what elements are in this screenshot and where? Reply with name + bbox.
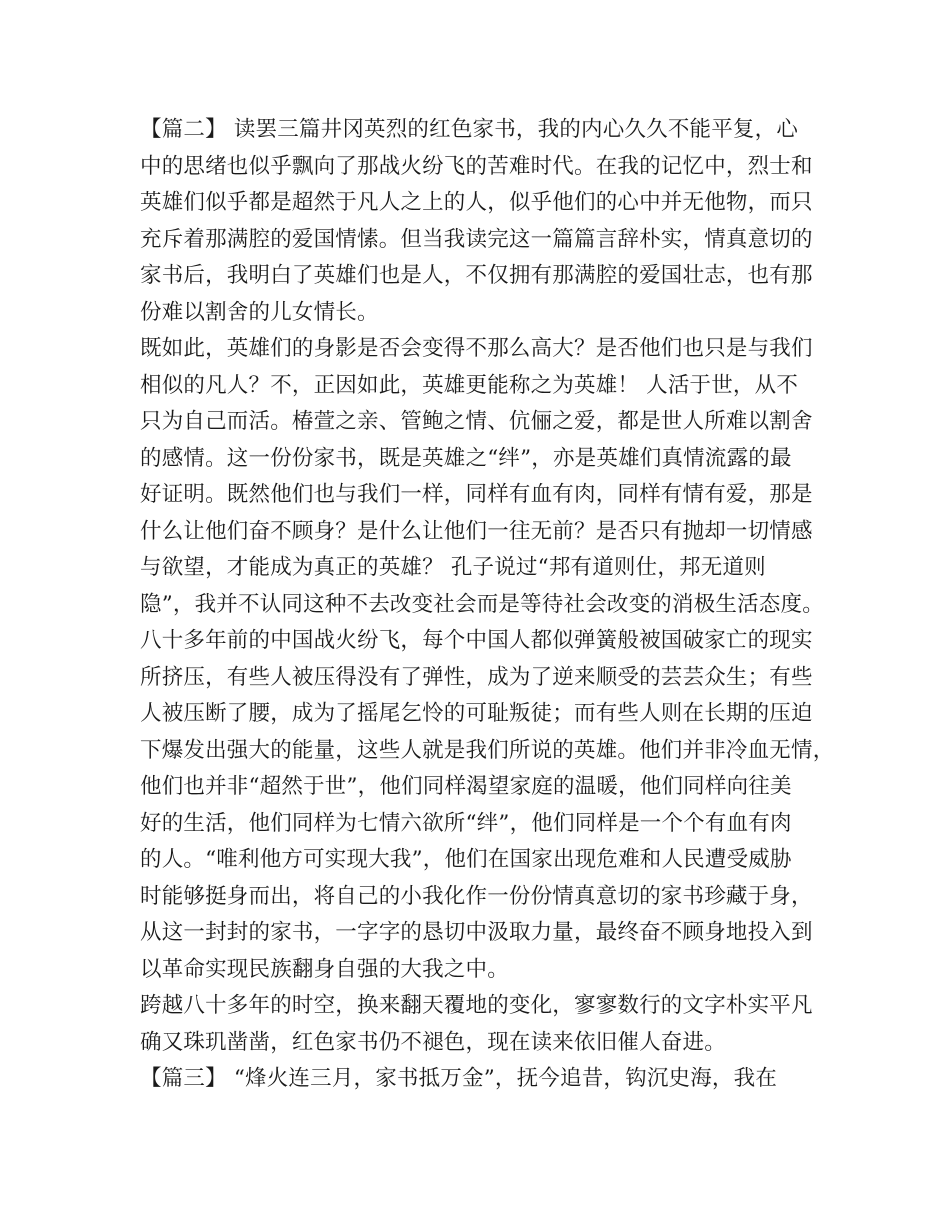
document-body [140, 112, 835, 1098]
text-line: 相似的凡人？不，正因如此，英雄更能称之为英雄！ 人活于世，从不 [140, 372, 799, 398]
text-line: 所挤压，有些人被压得没有了弹性，成为了逆来顺受的芸芸众生；有些 [140, 664, 813, 690]
text-line: 与欲望，才能成为真正的英雄？ 孔子说过“邦有道则仕，邦无道则 [140, 555, 766, 580]
text-line: 什么让他们奋不顾身？是什么让他们一往无前？是否只有抛却一切情感 [140, 518, 813, 544]
text-line: 份难以割舍的儿女情长。 [140, 299, 379, 325]
text-line: 以革命实现民族翻身自强的大我之中。 [140, 956, 509, 982]
text-line: 隐”，我并不认同这种不去改变社会而是等待社会改变的消极生活态度。 [140, 591, 824, 617]
text-line: 【篇二】 读罢三篇井冈英烈的红色家书，我的内心久久不能平复，心 [140, 117, 799, 142]
text-line: 好的生活，他们同样为七情六欲所“绊”，他们同样是一个个有血有肉 [140, 810, 792, 836]
text-line: 的感情。这一份份家书，既是英雄之“绊”，亦是英雄们真情流露的最 [140, 445, 792, 471]
text-line: 英雄们似乎都是超然于凡人之上的人，似乎他们的心中并无他物，而只 [140, 190, 813, 215]
text-line: 确又珠玑凿凿，红色家书仍不褪色，现在读来依旧催人奋进。 [140, 1029, 726, 1055]
text-line: 充斥着那满腔的爱国情愫。但当我读完这一篇篇言辞朴实，情真意切的 [140, 226, 813, 252]
text-line: 的人。“唯利他方可实现大我”，他们在国家出现危难和人民遭受威胁 [140, 847, 792, 872]
text-line: 中的思绪也似乎飘向了那战火纷飞的苦难时代。在我的记忆中，烈士和 [140, 153, 813, 179]
text-line: 人被压断了腰，成为了摇尾乞怜的可耻叛徒；而有些人则在长期的压迫 [140, 701, 813, 726]
text-line: 好证明。既然他们也与我们一样，同样有血有肉，同样有情有爱，那是 [140, 482, 813, 507]
text-line: 从这一封封的家书，一字字的恳切中汲取力量，最终奋不顾身地投入到 [140, 920, 813, 945]
text-line: 跨越八十多年的时空，换来翻天覆地的变化，寥寥数行的文字朴实平凡 [140, 993, 813, 1018]
text-line: 【篇三】 “烽火连三月，家书抵万金”，抚今追昔，钩沉史海，我在 [140, 1066, 778, 1091]
text-line: 他们也并非“超然于世”，他们同样渴望家庭的温暖，他们同样向往美 [140, 774, 792, 799]
text-line: 下爆发出强大的能量，这些人就是我们所说的英雄。他们并非冷血无情， [140, 737, 835, 763]
text-line: 时能够挺身而出，将自己的小我化作一份份情真意切的家书珍藏于身， [140, 883, 813, 909]
text-line: 既如此，英雄们的身影是否会变得不那么高大？是否他们也只是与我们 [140, 336, 813, 361]
text-line: 家书后，我明白了英雄们也是人，不仅拥有那满腔的爱国壮志，也有那 [140, 263, 813, 288]
text-line: 只为自己而活。椿萱之亲、管鲍之情、伉俪之爱，都是世人所难以割舍 [140, 409, 813, 434]
text-line: 八十多年前的中国战火纷飞，每个中国人都似弹簧般被国破家亡的现实 [140, 628, 813, 653]
